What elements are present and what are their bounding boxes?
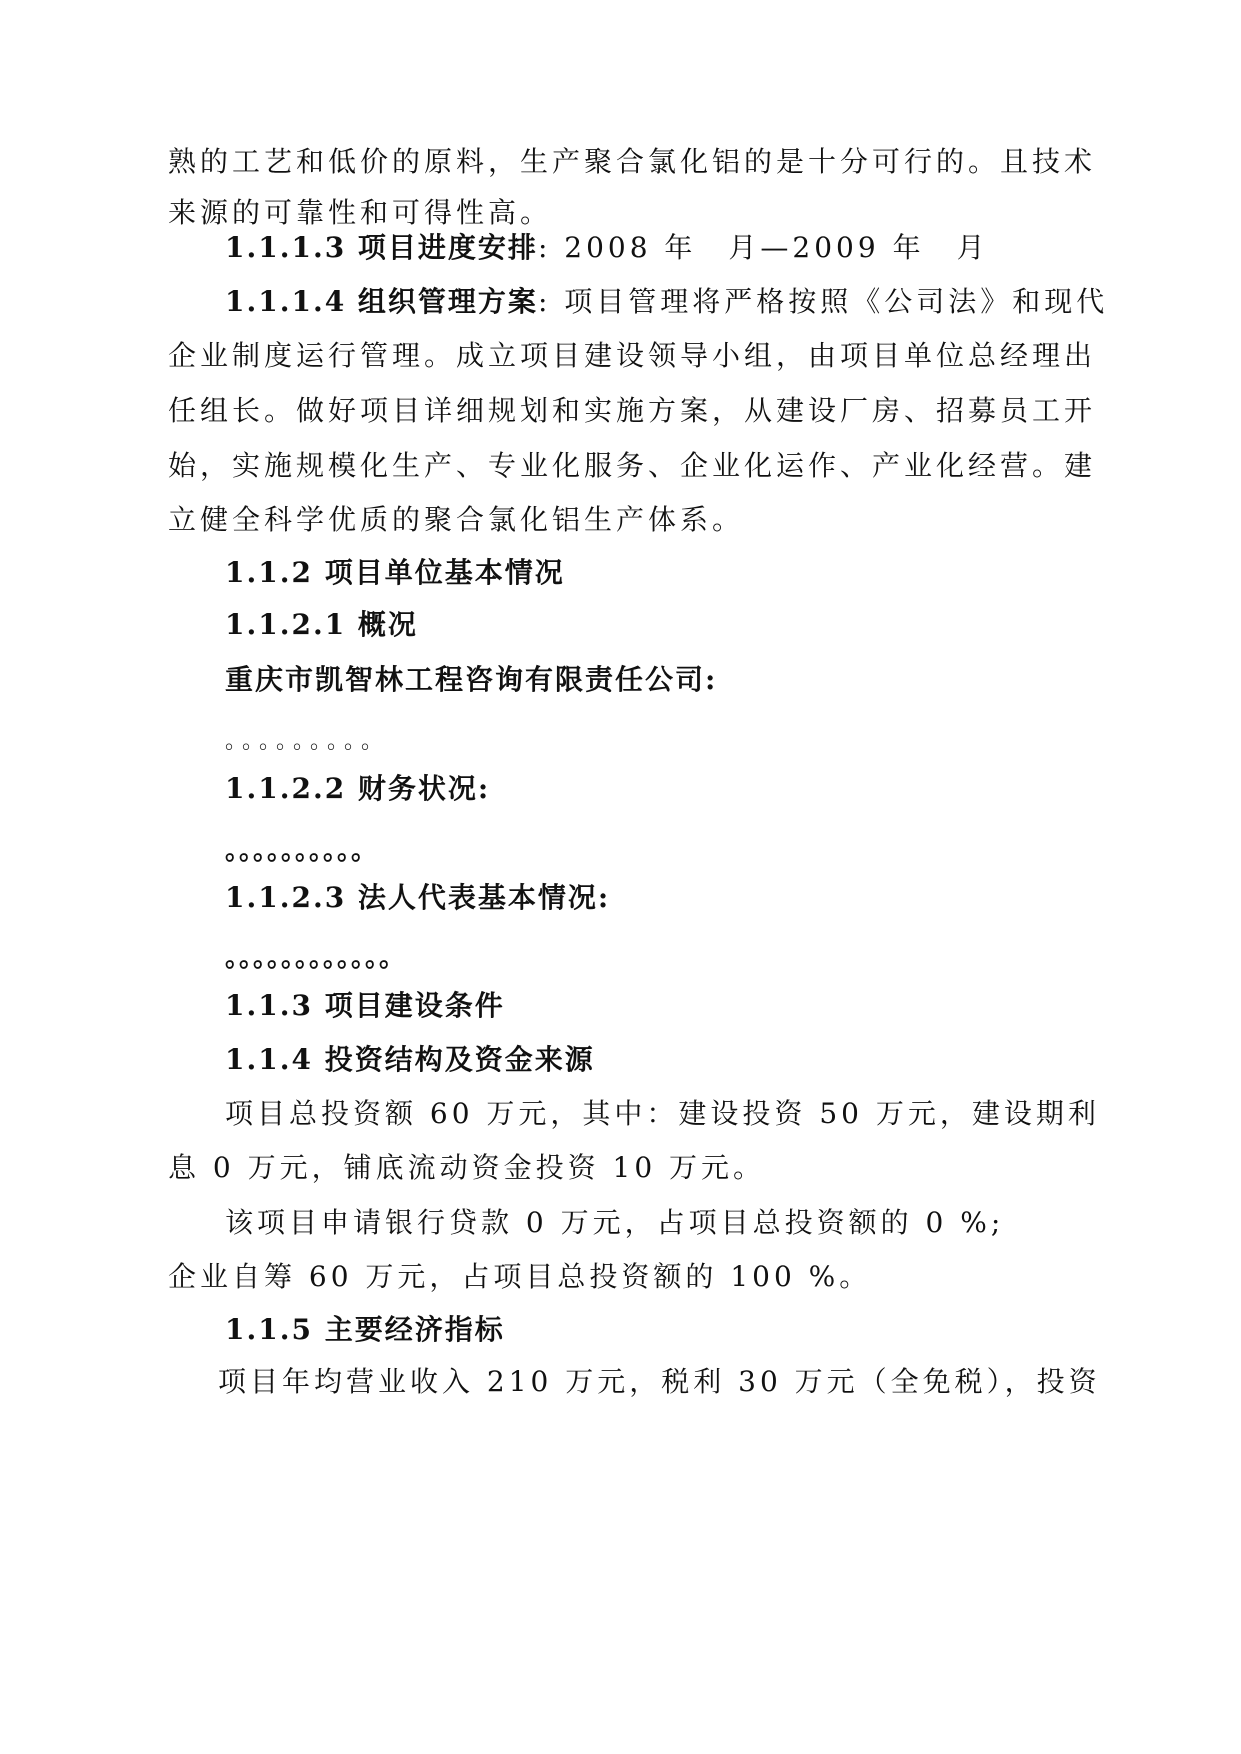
schedule-text: : 2008 年 月—2009 年 月: [537, 231, 989, 264]
body-text-line: 熟的工艺和低价的原料，生产聚合氯化铝的是十分可行的。且技术: [168, 145, 1097, 178]
body-text-line: 项目年均营业收入 210 万元，税利 30 万元（全免税），投资: [218, 1365, 1101, 1398]
section-heading-1-1-2: 1.1.2 项目单位基本情况: [225, 556, 565, 589]
body-text-line: 立健全科学优质的聚合氯化铝生产体系。: [168, 503, 745, 536]
body-text-line: 任组长。做好项目详细规划和实施方案，从建设厂房、招募员工开: [168, 394, 1097, 427]
section-heading-1-1-1-4: 1.1.1.4 组织管理方案: [225, 285, 538, 318]
placeholder-dots: 。。。。。。。。。: [225, 729, 390, 754]
management-line: [225, 284, 1108, 320]
section-heading-1-1-2-2: 1.1.2.2 财务状况:: [225, 772, 491, 805]
body-text-line: 来源的可靠性和可得性高。: [168, 196, 553, 229]
section-heading-1-1-4: 1.1.4 投资结构及资金来源: [225, 1043, 595, 1076]
section-heading-1-1-2-1: 1.1.2.1 概况: [225, 608, 418, 641]
schedule-line: [225, 230, 989, 266]
management-text: : 项目管理将严格按照《公司法》和现代: [537, 285, 1109, 318]
body-text-line: 企业制度运行管理。成立项目建设领导小组，由项目单位总经理出: [168, 339, 1097, 372]
placeholder-dots: 。。。。。。。。。。: [225, 836, 379, 866]
body-text-line: 企业自筹 60 万元，占项目总投资额的 100 %。: [168, 1260, 872, 1293]
body-text-line: 始，实施规模化生产、专业化服务、企业化运作、产业化经营。建: [168, 449, 1097, 482]
body-text-line: 项目总投资额 60 万元，其中：建设投资 50 万元，建设期利: [225, 1097, 1100, 1130]
body-text-line: 该项目申请银行贷款 0 万元，占项目总投资额的 0 %;: [225, 1206, 1005, 1239]
placeholder-dots: 。。。。。。。。。。。。: [225, 943, 407, 973]
section-heading-1-1-2-3: 1.1.2.3 法人代表基本情况:: [225, 881, 611, 914]
body-text-line: 息 0 万元，铺底流动资金投资 10 万元。: [168, 1151, 766, 1184]
section-heading-1-1-1-3: 1.1.1.3 项目进度安排: [225, 231, 538, 264]
section-heading-1-1-5: 1.1.5 主要经济指标: [225, 1313, 505, 1346]
section-heading-1-1-3: 1.1.3 项目建设条件: [225, 989, 505, 1022]
company-name: 重庆市凯智林工程咨询有限责任公司:: [225, 663, 718, 696]
